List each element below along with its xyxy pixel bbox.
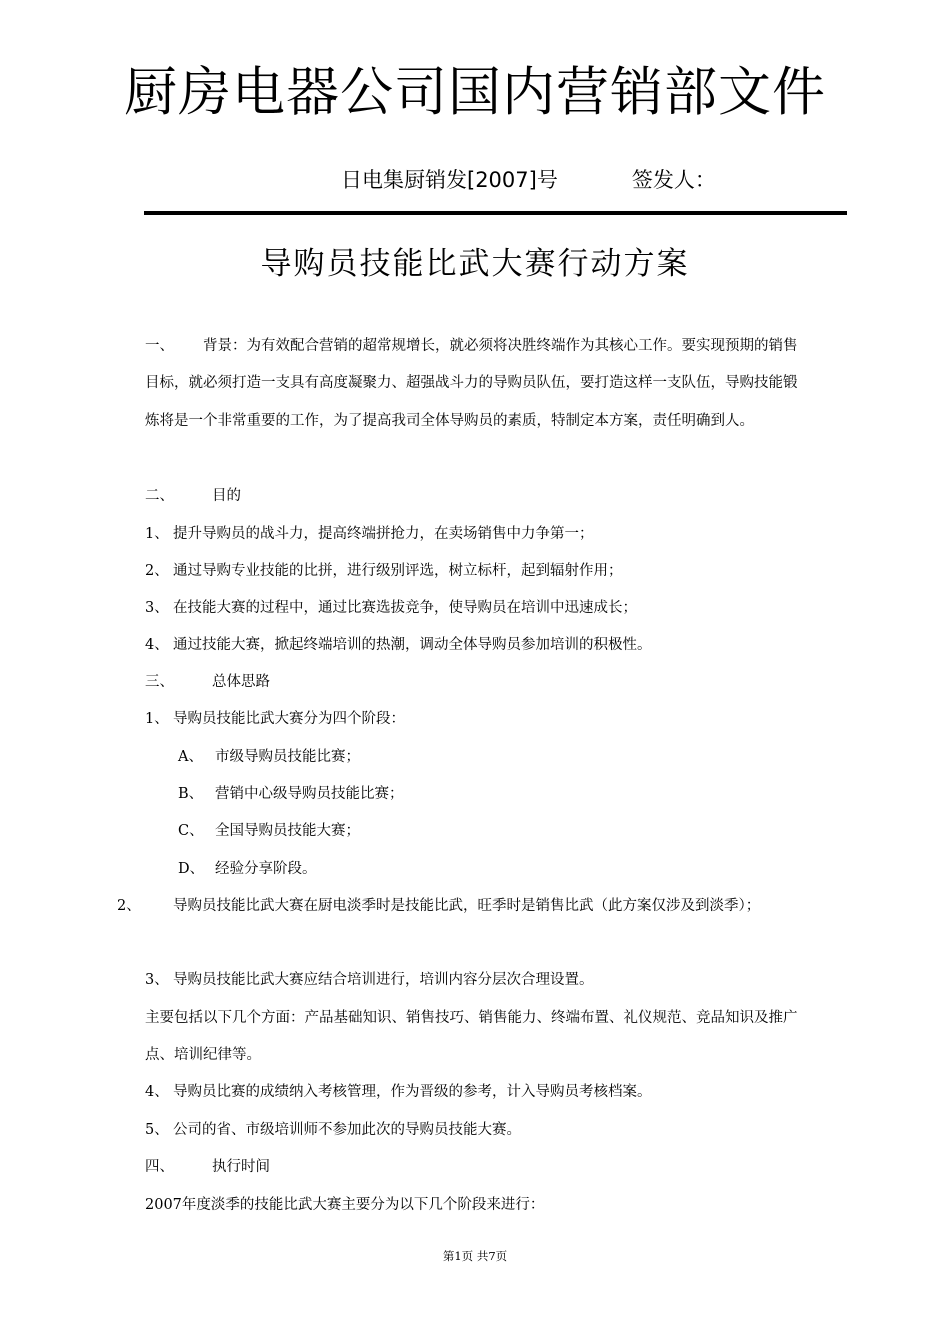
item-text: 通过技能大赛，掀起终端培训的热潮，调动全体导购员参加培训的积极性。 [173,637,652,653]
item-number: 5、 [145,1122,169,1138]
item-number: 1、 [145,526,169,542]
item-text: 通过导购专业技能的比拼，进行级别评选，树立标杆，起到辐射作用； [173,563,623,579]
list-item [145,968,594,992]
item-text: 公司的省、市级培训师不参加此次的导购员技能大赛。 [173,1122,521,1138]
stage-letter: D、 [178,861,205,877]
list-item [145,559,623,583]
stage-text: 经验分享阶段。 [215,861,317,877]
section-heading-purpose [145,484,241,508]
stage-letter: A、 [178,749,203,765]
list-item [145,522,594,546]
page-number: 第1页 共7页 [442,1249,508,1263]
item-text: 导购员技能比武大赛在厨电淡季时是技能比武，旺季时是销售比武（此方案仅涉及到淡季）； [173,898,761,914]
item-number: 3、 [145,600,169,616]
list-item [145,1118,521,1142]
item-text: 导购员技能比武大赛应结合培训进行，培训内容分层次合理设置。 [173,972,594,988]
item-text: 导购员比赛的成绩纳入考核管理，作为晋级的参考，计入导购员考核档案。 [173,1084,652,1100]
stage-item [178,819,360,843]
document-meta-line [341,164,716,196]
section-background [145,328,810,440]
item-number: 2、 [145,563,169,579]
list-item [117,888,810,925]
stage-text: 市级导购员技能比赛； [215,749,360,765]
stage-letter: B、 [178,786,204,802]
plan-title: 导购员技能比武大赛行动方案 [260,246,690,282]
item-text: 在技能大赛的过程中，通过比赛选拔竞争，使导购员在培训中迅速成长； [173,600,637,616]
document-number: 日电集厨销发[2007]号 [341,168,558,192]
section-heading-approach [145,670,270,694]
stage-text: 营销中心级导购员技能比赛； [215,786,404,802]
stage-item [178,857,317,881]
section-number: 三、 [145,674,174,690]
section-title: 目的 [212,488,241,504]
schedule-intro: 2007年度淡季的技能比武大赛主要分为以下几个阶段来进行： [145,1197,545,1213]
item-text: 提升导购员的战斗力，提高终端拼抢力，在卖场销售中力争第一； [173,526,594,542]
stage-text: 全国导购员技能大赛； [215,823,360,839]
stage-item [178,745,360,769]
stage-letter: C、 [178,823,204,839]
list-item [145,1080,652,1104]
section-title: 执行时间 [212,1159,270,1175]
background-text: 背景：为有效配合营销的超常规增长，就必须将决胜终端作为其核心工作。要实现预期的销售目标，就必须打造一支具有高度凝聚力、超强战斗力的导购员队伍，要打造这样一支队伍，导购技能锻炼将是一个非常重要的工作，为了提高我司全体导购员的素质，特制定本方案，责任明确到人。 [145,338,798,429]
list-item [145,707,405,731]
item-number: 1、 [145,711,169,727]
list-item [145,633,652,657]
content-note: 主要包括以下几个方面：产品基础知识、销售技巧、销售能力、终端布置、礼仪规范、竞品知识及推广点、培训纪律等。 [145,1010,798,1064]
item-number: 4、 [145,1084,169,1100]
item-number: 4、 [145,637,169,653]
item-text: 导购员技能比武大赛分为四个阶段： [173,711,405,727]
item-number: 2、 [117,898,141,914]
document-header-title: 厨房电器公司国内营销部文件 [124,62,826,123]
list-item [145,596,637,620]
item-number: 3、 [145,972,169,988]
stage-item [178,782,404,806]
signer-label: 签发人： [631,168,716,192]
header-divider [144,211,847,215]
section-number: 四、 [145,1159,174,1175]
section-number: 一、 [145,338,174,354]
section-heading-schedule [145,1155,270,1179]
section-number: 二、 [145,488,174,504]
section-title: 总体思路 [212,674,270,690]
